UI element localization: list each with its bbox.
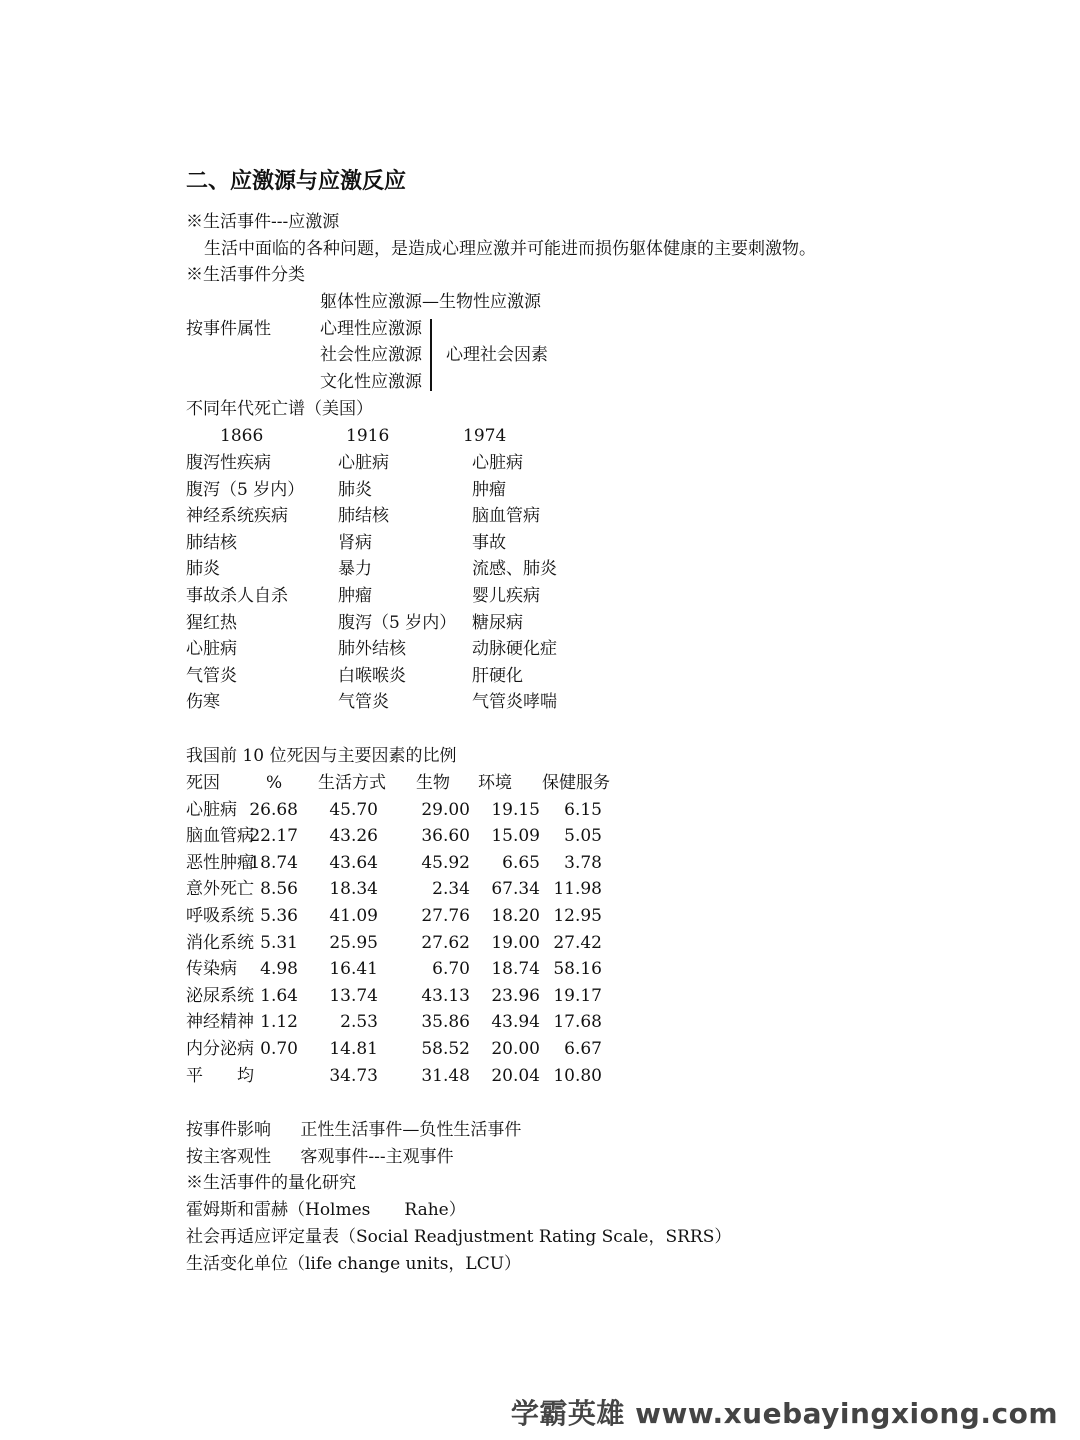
year-label: 1916	[346, 426, 390, 446]
causes-cell: 神经精神	[186, 1012, 254, 1033]
mortality-cell: 肺炎	[338, 479, 372, 500]
mortality-cell: 腹泻（5 岁内）	[338, 612, 457, 633]
causes-header-cell: 生活方式	[318, 773, 386, 793]
causes-cell: 16.41	[329, 959, 378, 980]
causes-cell: 19.15	[491, 799, 540, 820]
mortality-cell: 肺炎	[186, 559, 220, 580]
influence-line	[186, 1117, 521, 1144]
mortality-cell: 白喉喉炎	[338, 665, 406, 686]
classify-item: 心理性应激源	[320, 319, 422, 339]
causes-cell: 心脏病	[186, 799, 237, 820]
section-heading-classification: ※生活事件分类	[186, 265, 305, 285]
lcu-line: 生活变化单位（life change units，LCU）	[186, 1254, 522, 1274]
causes-cell: 45.92	[421, 852, 470, 873]
causes-cell: 17.68	[553, 1012, 602, 1033]
causes-cell: 18.74	[491, 959, 540, 980]
mortality-cell: 事故杀人自杀	[186, 586, 288, 606]
mortality-cell: 神经系统疾病	[186, 506, 288, 527]
causes-cell: 18.20	[491, 906, 540, 926]
year-label: 1866	[220, 426, 264, 446]
causes-cell: 27.62	[421, 932, 470, 953]
classify-item: 文化性应激源	[320, 372, 422, 392]
causes-cell: 6.15	[564, 799, 602, 820]
causes-cell: 41.09	[329, 906, 378, 926]
causes-cell: 23.96	[491, 985, 540, 1006]
causes-cell: 消化系统	[186, 932, 254, 953]
mortality-cell: 脑血管病	[472, 506, 540, 527]
causes-cell: 36.60	[421, 826, 470, 847]
causes-cell: 58.16	[553, 959, 602, 980]
causes-cell: 45.70	[329, 799, 378, 820]
subjectivity-value: 客观事件---主观事件	[300, 1147, 454, 1167]
page-title: 二、应激源与应激反应	[186, 169, 407, 194]
causes-cell: 19.17	[553, 985, 602, 1006]
causes-cell: 2.34	[432, 879, 470, 900]
causes-header-cell: %	[266, 773, 283, 793]
section-heading-quantification: ※生活事件的量化研究	[186, 1173, 356, 1193]
holmes-rahe-line: 霍姆斯和雷赫（Holmes Rahe）	[186, 1200, 466, 1220]
causes-cell: 43.13	[421, 985, 470, 1006]
causes-cell: 泌尿系统	[186, 985, 254, 1006]
mortality-cell: 气管炎	[338, 692, 389, 713]
mortality-cell: 肺外结核	[338, 639, 406, 660]
causes-cell: 18.74	[249, 852, 298, 873]
causes-cell: 6.67	[564, 1039, 602, 1059]
classify-group-label: 心理社会因素	[446, 345, 548, 365]
causes-cell: 20.00	[491, 1039, 540, 1059]
mortality-cell: 流感、肺炎	[472, 559, 557, 580]
causes-cell: 43.64	[329, 852, 378, 873]
mortality-cell: 事故	[472, 532, 506, 553]
causes-cell: 14.81	[329, 1039, 378, 1059]
causes-cell: 13.74	[329, 985, 378, 1006]
watermark-text: 学霸英雄 www.xuebayingxiong.com	[510, 1397, 1058, 1431]
causes-cell: 25.95	[329, 932, 378, 953]
causes-header-cell: 死因	[186, 773, 220, 793]
year-label: 1974	[463, 426, 507, 446]
subjectivity-label: 按主客观性	[186, 1147, 271, 1167]
mortality-cell: 肾病	[338, 532, 372, 553]
causes-cell: 传染病	[186, 959, 237, 980]
causes-cell: 5.31	[260, 932, 298, 953]
mortality-heading: 不同年代死亡谱（美国）	[186, 399, 373, 419]
mortality-cell: 暴力	[338, 559, 372, 580]
mortality-cell: 肺结核	[186, 532, 237, 553]
causes-cell: 6.70	[432, 959, 470, 980]
mortality-cell: 糖尿病	[472, 612, 523, 633]
mortality-cell: 气管炎	[186, 665, 237, 686]
causes-cell: 0.70	[260, 1039, 298, 1059]
life-events-definition: 生活中面临的各种问题，是造成心理应激并可能进而损伤躯体健康的主要刺激物。	[204, 239, 816, 259]
causes-cell: 8.56	[260, 879, 298, 900]
mortality-cell: 心脏病	[186, 639, 237, 660]
mortality-cell: 肺结核	[338, 506, 389, 527]
section-heading-life-events: ※生活事件---应激源	[186, 212, 340, 232]
causes-cell: 67.34	[491, 879, 540, 900]
mortality-cell: 伤寒	[186, 692, 220, 713]
causes-cell: 19.00	[491, 932, 540, 953]
subjectivity-line	[186, 1144, 454, 1171]
mortality-cell: 腹泻性疾病	[186, 453, 271, 473]
causes-cell: 43.26	[329, 826, 378, 847]
causes-cell: 10.80	[553, 1065, 602, 1086]
mortality-cell: 猩红热	[186, 612, 237, 633]
causes-cell: 35.86	[421, 1012, 470, 1033]
causes-cell: 20.04	[491, 1065, 540, 1086]
causes-cell: 呼吸系统	[186, 906, 254, 926]
causes-cell: 43.94	[491, 1012, 540, 1033]
causes-cell: 1.12	[260, 1012, 298, 1033]
causes-cell: 58.52	[421, 1039, 470, 1059]
mortality-cell: 动脉硬化症	[472, 639, 557, 660]
causes-cell: 3.78	[564, 852, 602, 873]
causes-cell: 34.73	[329, 1065, 378, 1086]
influence-value: 正性生活事件—负性生活事件	[300, 1120, 522, 1140]
causes-heading: 我国前 10 位死因与主要因素的比例	[186, 746, 457, 766]
mortality-cell: 气管炎哮喘	[472, 692, 557, 713]
causes-cell: 5.36	[260, 906, 298, 926]
classify-label: 按事件属性	[186, 319, 271, 339]
causes-header-cell: 保健服务	[542, 773, 610, 793]
mortality-cell: 肿瘤	[472, 479, 506, 500]
causes-cell: 6.65	[502, 852, 540, 873]
group-bracket	[430, 319, 432, 391]
mortality-cell: 肿瘤	[338, 586, 372, 606]
causes-cell: 27.42	[553, 932, 602, 953]
causes-cell: 意外死亡	[186, 879, 254, 900]
causes-cell: 31.48	[421, 1065, 470, 1086]
classify-item: 躯体性应激源—生物性应激源	[320, 292, 541, 312]
mortality-cell: 肝硬化	[472, 665, 523, 686]
mortality-cell: 心脏病	[472, 453, 523, 473]
causes-cell: 12.95	[553, 906, 602, 926]
causes-header-cell: 环境	[478, 773, 512, 793]
classify-item: 社会性应激源	[320, 345, 422, 365]
causes-cell: 平 均	[186, 1065, 254, 1086]
causes-cell: 11.98	[553, 879, 602, 900]
causes-header-cell: 生物	[416, 773, 450, 793]
mortality-cell: 腹泻（5 岁内）	[186, 479, 305, 500]
causes-cell: 恶性肿瘤	[186, 852, 254, 873]
causes-cell: 22.17	[249, 826, 298, 847]
influence-label: 按事件影响	[186, 1120, 271, 1140]
causes-cell: 18.34	[329, 879, 378, 900]
causes-cell: 1.64	[260, 985, 298, 1006]
causes-cell: 5.05	[564, 826, 602, 847]
srrs-line: 社会再适应评定量表（Social Readjustment Rating Scale，SRRS）	[186, 1227, 732, 1247]
causes-cell: 内分泌病	[186, 1039, 254, 1059]
mortality-cell: 心脏病	[338, 453, 389, 473]
causes-cell: 2.53	[340, 1012, 378, 1033]
causes-cell: 脑血管病	[186, 826, 254, 847]
causes-cell: 15.09	[491, 826, 540, 847]
causes-cell: 4.98	[260, 959, 298, 980]
causes-cell: 26.68	[249, 799, 298, 820]
causes-cell: 27.76	[421, 906, 470, 926]
causes-cell: 29.00	[421, 799, 470, 820]
mortality-cell: 婴儿疾病	[472, 586, 540, 606]
